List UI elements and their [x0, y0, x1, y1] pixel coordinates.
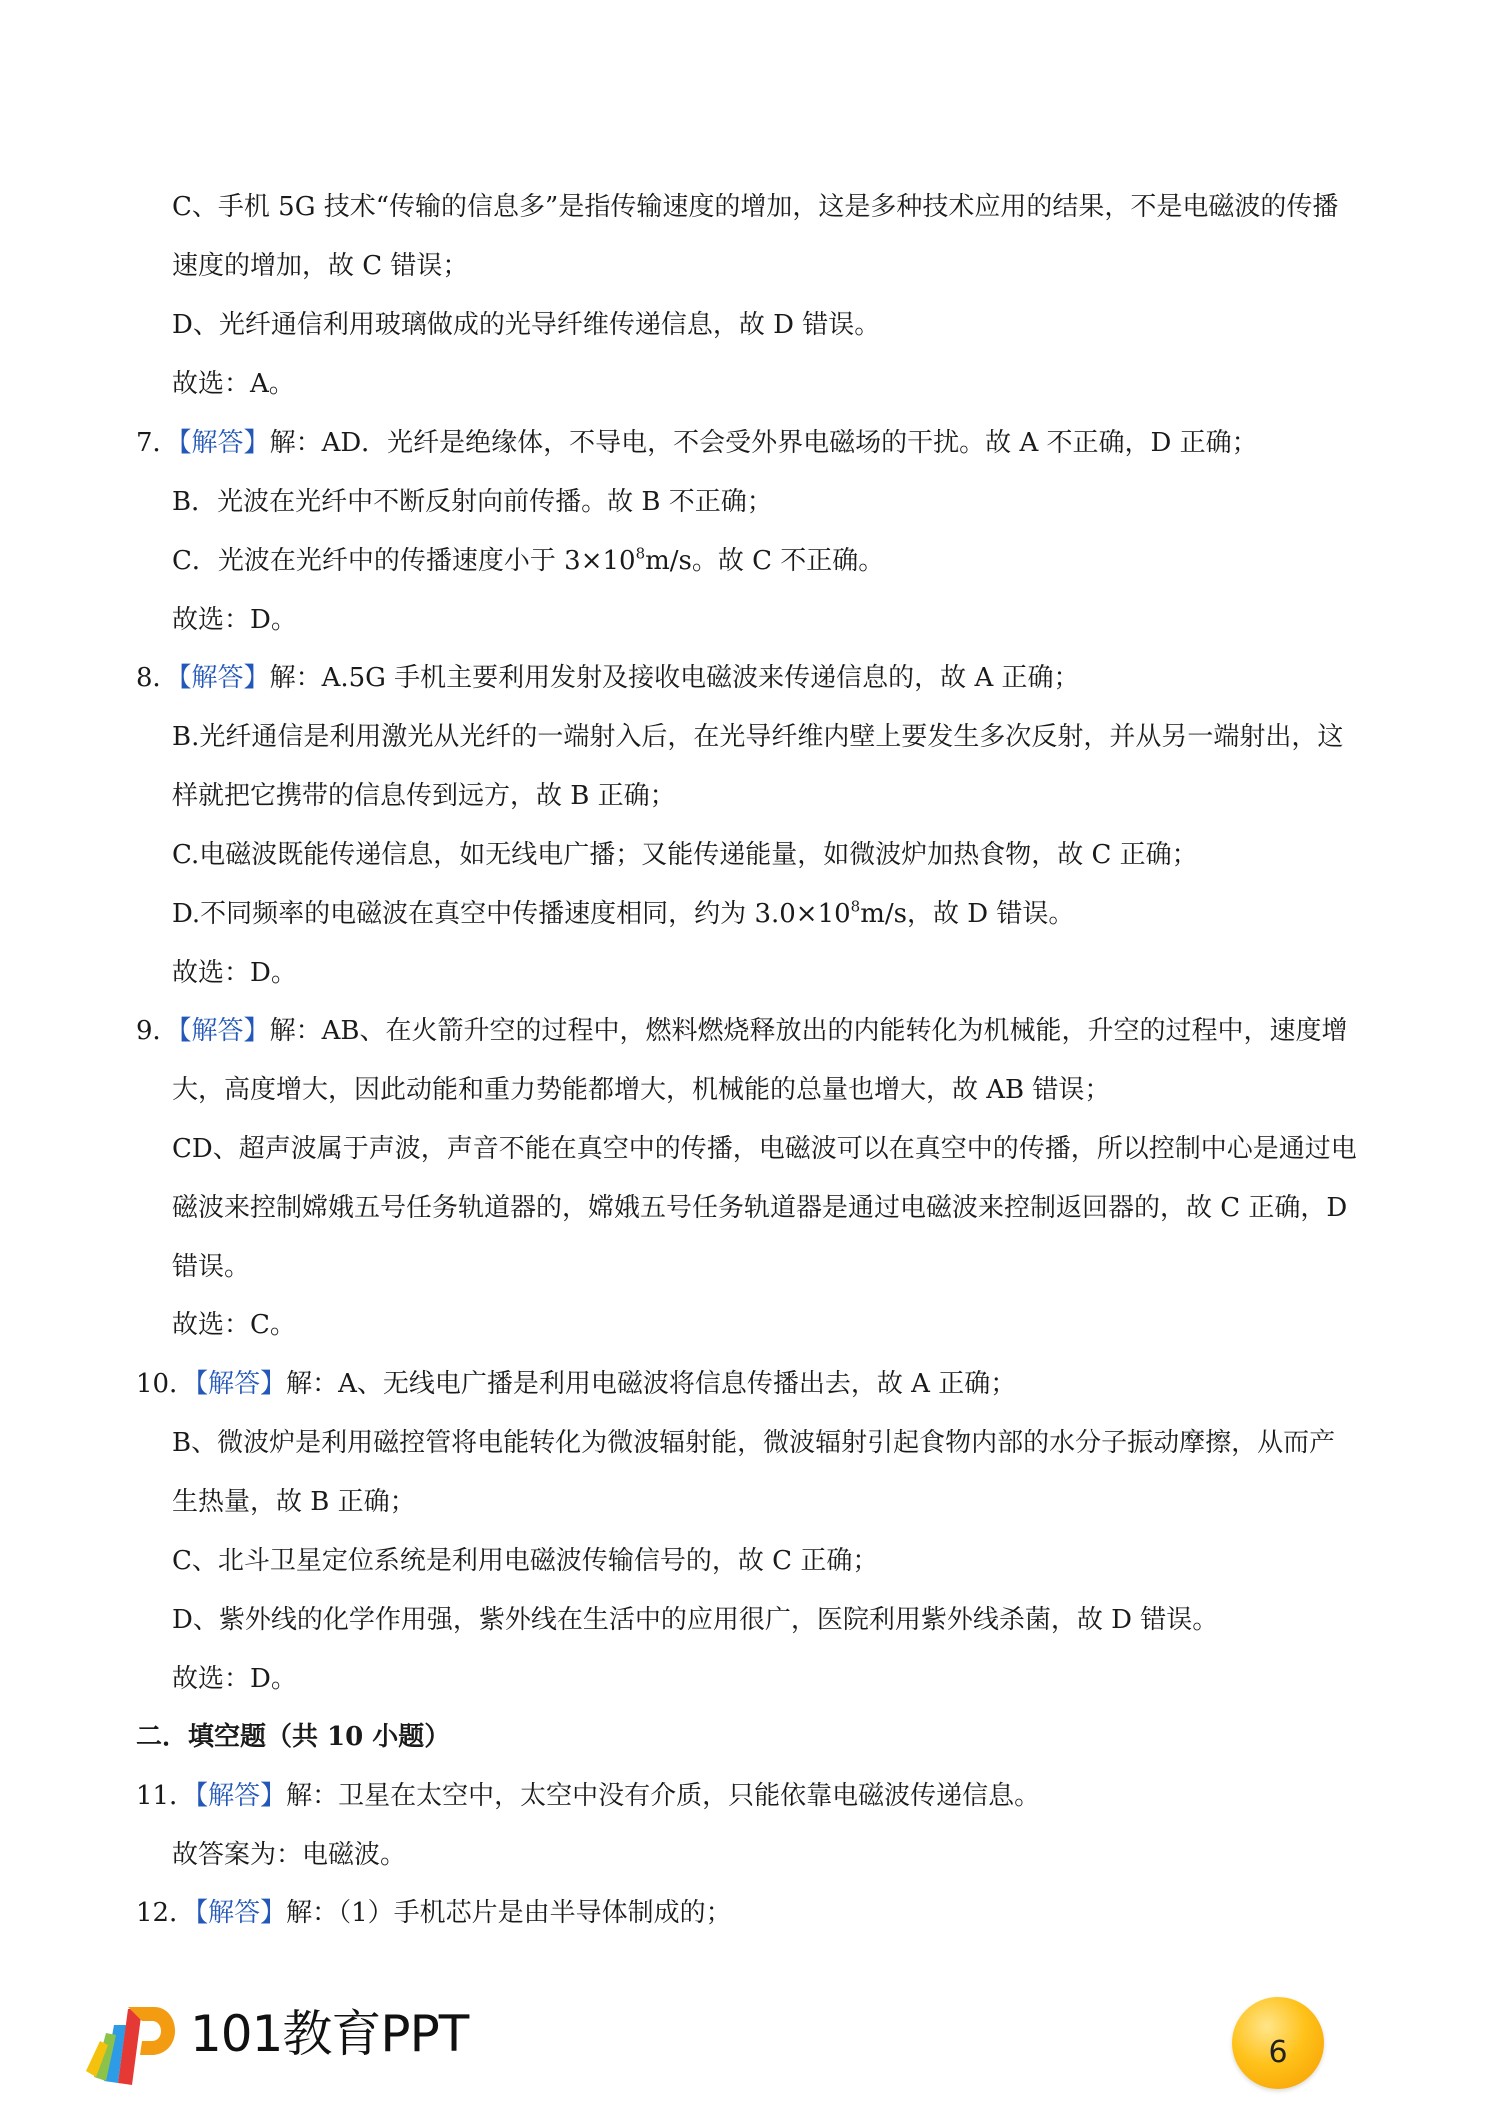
question-number: 12． — [136, 1898, 196, 1928]
text-line: D、光纤通信利用玻璃做成的光导纤维传递信息，故 D 错误。 — [172, 310, 881, 340]
text-line: D、紫外线的化学作用强，紫外线在生活中的应用很广，医院利用紫外线杀菌，故 D 错误。 — [172, 1605, 1219, 1635]
text-line: B.光纤通信是利用激光从光纤的一端射入后，在光导纤维内壁上要发生多次反射，并从另一端射出，这 — [172, 722, 1344, 752]
question-number: 9． — [136, 1016, 179, 1046]
answer-text: 解：卫星在太空中，太空中没有介质，只能依靠电磁波传递信息。 — [286, 1781, 1041, 1811]
text-line: 故选：D。 — [172, 605, 297, 635]
text-line: CD、超声波属于声波，声音不能在真空中的传播，电磁波可以在真空中的传播，所以控制中心是通过电 — [172, 1134, 1357, 1164]
text-line: 故答案为：电磁波。 — [172, 1840, 407, 1870]
text-line: 故选：D。 — [172, 1664, 297, 1694]
text-line: 生热量，故 B 正确； — [172, 1487, 416, 1517]
text-line: 大，高度增大，因此动能和重力势能都增大，机械能的总量也增大，故 AB 错误； — [172, 1075, 1111, 1105]
question-number: 10． — [136, 1369, 196, 1399]
text-part: D.不同频率的电磁波在真空中传播速度相同，约为 3.0×10 — [172, 899, 851, 929]
text-part: C．光波在光纤中的传播速度小于 3×10 — [172, 546, 636, 576]
exponent: 8 — [850, 897, 861, 916]
text-line: B．光波在光纤中不断反射向前传播。故 B 不正确； — [172, 487, 773, 517]
section-heading: 二．填空题（共 10 小题） — [136, 1722, 451, 1752]
text-line: 错误。 — [172, 1252, 251, 1282]
text-line: C、手机 5G 技术“传输的信息多”是指传输速度的增加，这是多种技术应用的结果，不是电磁波的传播 — [172, 192, 1339, 222]
question-number: 11． — [136, 1781, 196, 1811]
question-10 — [136, 1367, 1016, 1401]
question-7 — [136, 426, 1258, 460]
text-line: 故选：C。 — [172, 1310, 296, 1340]
question-number: 7． — [136, 428, 179, 458]
page-number-badge — [1232, 1997, 1324, 2089]
answer-tag: 【解答】 — [178, 1016, 270, 1046]
text-line — [172, 897, 1074, 931]
text-line: C、北斗卫星定位系统是利用电磁波传输信号的，故 C 正确； — [172, 1546, 879, 1576]
text-line — [172, 544, 884, 578]
text-part: m/s。故 C 不正确。 — [645, 546, 885, 576]
answer-text: 解：A.5G 手机主要利用发射及接收电磁波来传递信息的，故 A 正确； — [269, 663, 1080, 693]
answer-tag: 【解答】 — [178, 428, 270, 458]
text-line: C.电磁波既能传递信息，如无线电广播；又能传递能量，如微波炉加热食物，故 C 正确； — [172, 840, 1198, 870]
text-line: 磁波来控制嫦娥五号任务轨道器的，嫦娥五号任务轨道器是通过电磁波来控制返回器的，故 C 正确，D — [172, 1193, 1348, 1223]
text-part: m/s，故 D 错误。 — [860, 899, 1075, 929]
exponent: 8 — [635, 544, 646, 563]
brand-name: 101教育PPT — [190, 2005, 469, 2063]
question-11 — [136, 1779, 1040, 1813]
answer-text: 解：A、无线电广播是利用电磁波将信息传播出去，故 A 正确； — [286, 1369, 1017, 1399]
text-line: 速度的增加，故 C 错误； — [172, 251, 469, 281]
question-12 — [136, 1896, 732, 1930]
answer-tag: 【解答】 — [195, 1781, 287, 1811]
answer-text: 解：AD．光纤是绝缘体，不导电，不会受外界电磁场的干扰。故 A 不正确，D 正确； — [269, 428, 1258, 458]
text-line: B、微波炉是利用磁控管将电能转化为微波辐射能，微波辐射引起食物内部的水分子振动摩擦，从而产 — [172, 1428, 1336, 1458]
page-number: 6 — [1268, 2034, 1288, 2070]
answer-text: 解：（1）手机芯片是由半导体制成的； — [286, 1898, 732, 1928]
text-line: 故选：A。 — [172, 369, 295, 399]
answer-text: 解：AB、在火箭升空的过程中，燃料燃烧释放出的内能转化为机械能，升空的过程中，速度增 — [269, 1016, 1348, 1046]
answer-tag: 【解答】 — [178, 663, 270, 693]
question-number: 8． — [136, 663, 179, 693]
question-9 — [136, 1014, 1347, 1048]
answer-tag: 【解答】 — [195, 1898, 287, 1928]
brand-logo-icon — [84, 1985, 194, 2095]
answer-tag: 【解答】 — [195, 1369, 287, 1399]
text-line: 样就把它携带的信息传到远方，故 B 正确； — [172, 781, 676, 811]
text-line: 故选：D。 — [172, 958, 297, 988]
question-8 — [136, 661, 1080, 695]
